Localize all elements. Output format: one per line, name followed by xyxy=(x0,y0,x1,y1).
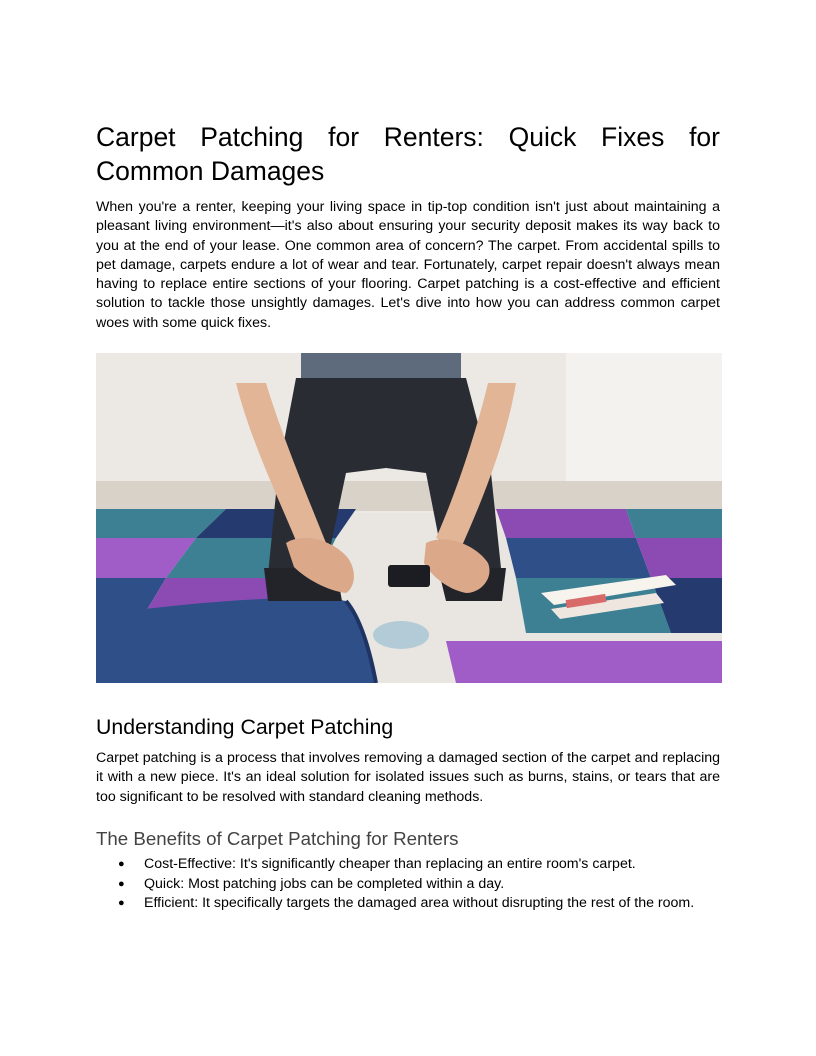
list-item xyxy=(96,855,720,875)
carpet-tile-teal xyxy=(626,509,722,538)
list-item-text: Cost-Effective: It's significantly cheaper than replacing an entire room's carpet. xyxy=(144,855,636,872)
carpet-tile-purple xyxy=(446,641,722,683)
adhesive-tape xyxy=(373,621,429,649)
carpet-tiles-photo xyxy=(96,353,722,683)
list-item xyxy=(96,875,720,895)
list-item xyxy=(96,894,720,914)
carpet-tile-purple xyxy=(636,538,722,578)
curled-carpet-tile xyxy=(96,598,376,683)
section-heading: Understanding Carpet Patching xyxy=(96,715,394,740)
person-shirt xyxy=(301,353,461,381)
list-item-text: Efficient: It specifically targets the damaged area without disrupting the rest of the room. xyxy=(144,895,695,912)
floor-strip xyxy=(96,481,722,511)
list-item-text: Quick: Most patching jobs can be completed within a day. xyxy=(144,875,505,892)
bullet-icon: ● xyxy=(118,857,125,870)
carpet-tile-blue xyxy=(506,538,651,578)
document-page xyxy=(96,120,720,914)
subsection-heading: The Benefits of Carpet Patching for Renters xyxy=(96,827,459,849)
benefits-list xyxy=(96,855,720,914)
bullet-icon: ● xyxy=(118,897,125,910)
bullet-icon: ● xyxy=(118,877,125,890)
carpet-tile-purple xyxy=(496,509,636,538)
document-title: Carpet Patching for Renters: Quick Fixes for Common Damages xyxy=(96,122,720,186)
section-paragraph: Carpet patching is a process that involves removing a damaged section of the carpet and replacing it with a new piece. It's an ideal solution for isolated issues such as burns, stains, or tears that are too significant to be resolved with standard cleaning methods. xyxy=(96,750,720,805)
intro-paragraph: When you're a renter, keeping your living space in tip-top condition isn't just about maintaining a pleasant living environment—it's also about ensuring your security deposit makes its way back to you at the end of your lease. One common area of concern? The carpet. From accidental spills to pet damage, carpets endure a lot of wear and tear. Fortunately, carpet repair doesn't always mean having to replace entire sections of your flooring. Carpet patching is a cost-effective and efficient solution to tackle those unsightly damages. Let's dive into how you can address common carpet woes with some quick fixes. xyxy=(96,199,720,331)
carpet-tiles-illustration xyxy=(96,353,722,683)
carpet-tool xyxy=(388,565,430,587)
